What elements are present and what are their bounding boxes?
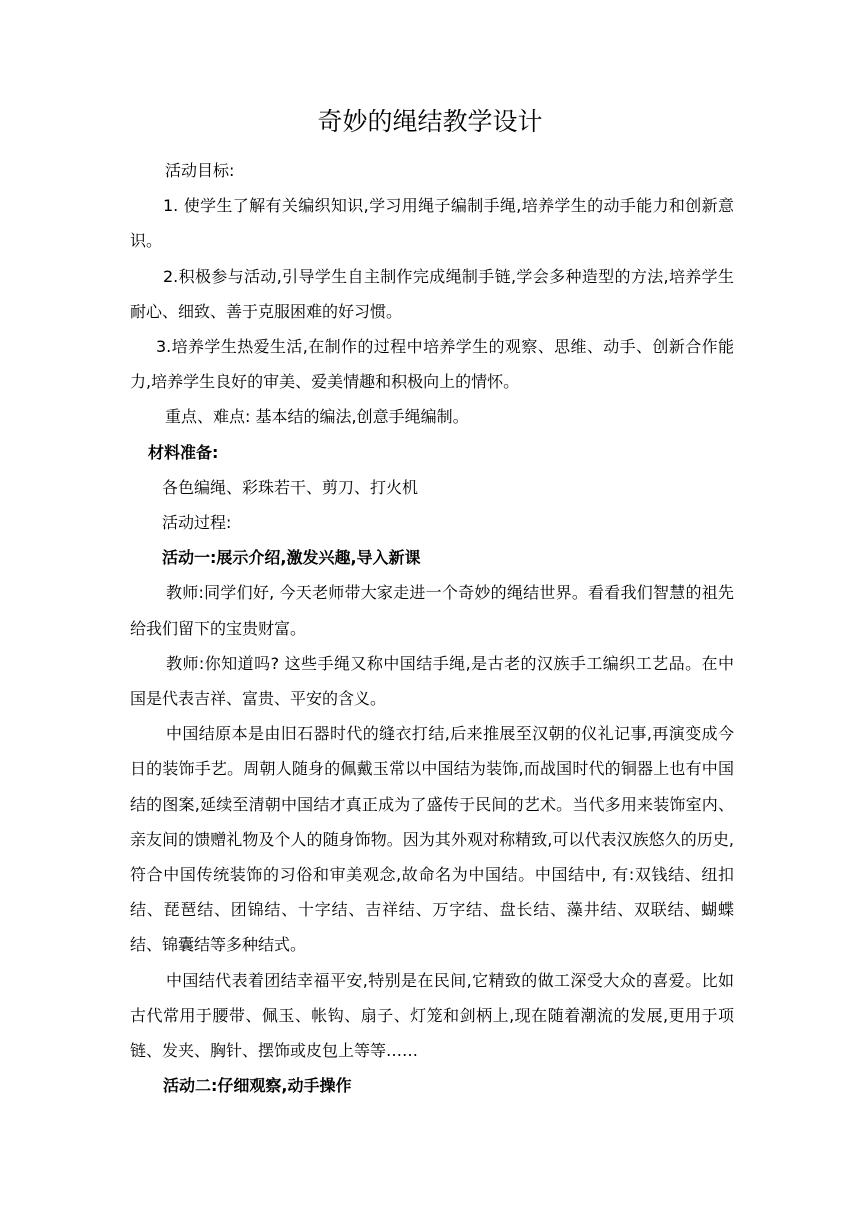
objective-3: 3.培养学生热爱生活,在制作的过程中培养学生的观察、思维、动手、创新合作能力,培养学生良好的审美、爱美情趣和积极向上的情怀。 [130, 337, 734, 392]
materials-heading: 材料准备: [148, 442, 219, 462]
teacher-paragraph-1: 教师:同学们好, 今天老师带大家走进一个奇妙的绳结世界。看看我们智慧的祖先给我们留下的宝贵财富。 [130, 583, 734, 638]
key-points: 重点、难点: 基本结的编法,创意手绳编制。 [165, 407, 469, 427]
teacher-paragraph-2: 教师:你知道吗? 这些手绳又称中国结手绳,是古老的汉族手工编织工艺品。在中国是代表吉祥、富贵、平安的含义。 [130, 653, 734, 709]
materials-list: 各色编绳、彩珠若干、剪刀、打火机 [162, 477, 419, 497]
document-title: 奇妙的绳结教学设计 [317, 107, 543, 136]
objective-2: 2.积极参与活动,引导学生自主制作完成绳制手链,学会多种造型的方法,培养学生耐心、细致、善于克服困难的好习惯。 [130, 266, 734, 321]
objective-1: 1. 使学生了解有关编织知识,学习用绳子编制手绳,培养学生的动手能力和创新意识。 [130, 196, 734, 251]
activity-2-heading: 活动二:仔细观察,动手操作 [163, 1076, 352, 1096]
meaning-paragraph: 中国结代表着团结幸福平安,特别是在民间,它精致的做工深受大众的喜爱。比如古代常用于腰带、佩玉、帐钩、扇子、灯笼和剑柄上,现在随着潮流的发展,更用于项链、发夹、胸针、摆饰或皮包上等等…… [130, 970, 734, 1061]
history-paragraph: 中国结原本是由旧石器时代的缝衣打结,后来推展至汉朝的仪礼记事,再演变成今日的装饰手艺。周朝人随身的佩戴玉常以中国结为装饰,而战国时代的铜器上也有中国结的图案,延续至清朝中国结才真正成为了盛传于民间的艺术。当代多用来装饰室内、亲友间的馈赠礼物及个人的随身饰物。因为其外观对称精致,可以代表汉族悠久的历史,符合中国传统装饰的习俗和审美观念,故命名为中国结。中国结中, 有:双钱结、纽扣结、琵琶结、团锦结、十字结、吉祥结、万字结、盘长结、藻井结、双联结、蝴蝶结、锦囊结等多种结式。 [130, 724, 734, 955]
activity-1-heading: 活动一:展示介绍,激发兴趣,导入新课 [162, 548, 421, 568]
document-body [130, 153, 734, 1103]
objectives-heading: 活动目标: [165, 161, 235, 180]
process-heading: 活动过程: [162, 513, 232, 533]
